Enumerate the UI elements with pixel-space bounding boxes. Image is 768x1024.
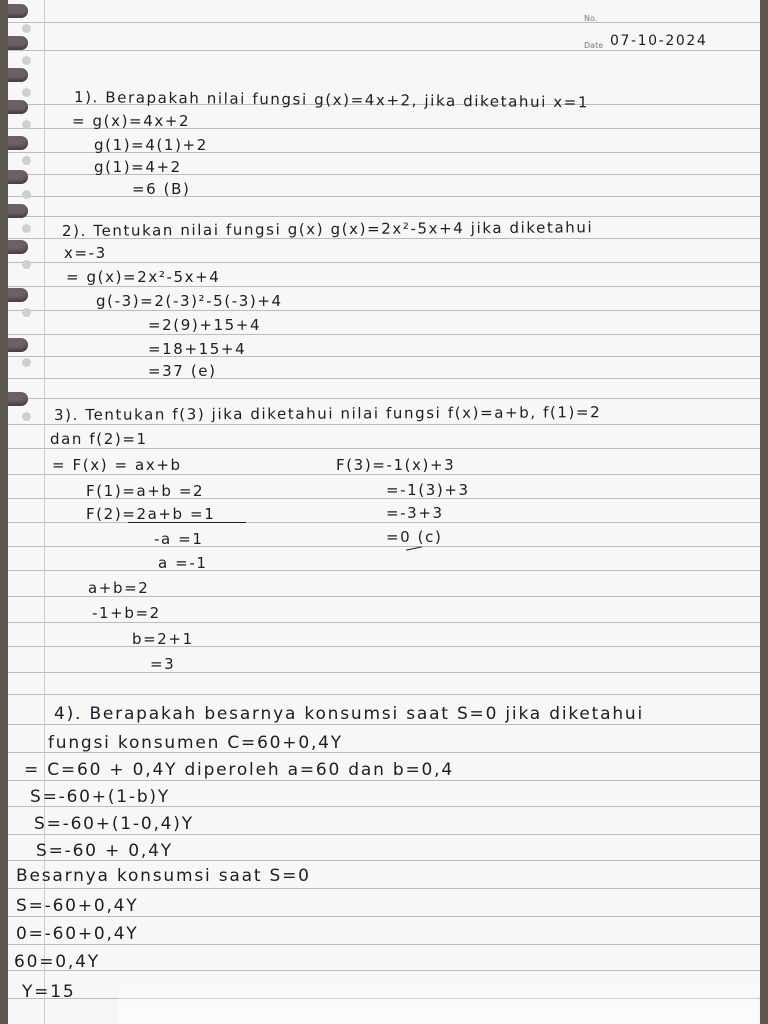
problem-3-step-4: -a =1	[154, 530, 204, 548]
ruled-line	[8, 916, 760, 917]
spiral-ring	[8, 68, 28, 82]
ruled-line	[8, 398, 760, 399]
problem-2-step-3: =2(9)+15+4	[148, 316, 262, 334]
problem-4-question-line-2: fungsi konsumen C=60+0,4Y	[48, 733, 343, 753]
problem-1-step-2: g(1)=4(1)+2	[94, 136, 208, 154]
problem-3-question-line-2: dan f(2)=1	[50, 430, 148, 448]
ruled-line	[8, 724, 760, 725]
problem-1-answer: =6 (B)	[132, 180, 191, 198]
binding-hole	[22, 88, 31, 97]
problem-4-step-5: Besarnya konsumsi saat S=0	[16, 866, 311, 886]
binding-hole	[22, 308, 31, 317]
ruled-line	[8, 378, 760, 379]
problem-3-step-9: =3	[150, 655, 176, 673]
binding-hole	[22, 260, 31, 269]
problem-2-question: 2). Tentukan nilai fungsi g(x) g(x)=2x²-5x+4 jika diketahui	[61, 218, 594, 240]
problem-3-right-step-3: =-3+3	[386, 504, 444, 522]
ruled-line	[8, 196, 760, 197]
ruled-line	[8, 424, 760, 425]
spiral-ring	[8, 392, 28, 406]
binding-hole	[22, 24, 31, 33]
ruled-line	[8, 448, 760, 449]
ruled-line	[8, 22, 760, 23]
binding-hole	[22, 156, 31, 165]
ruled-line	[8, 622, 760, 623]
ruled-line	[8, 216, 760, 217]
problem-3-step-7: -1+b=2	[92, 604, 161, 622]
ruled-line	[8, 944, 760, 945]
problem-3-step-1: = F(x) = ax+b	[52, 456, 182, 474]
ruled-line	[8, 780, 760, 781]
problem-4-step-7: 0=-60+0,4Y	[16, 924, 139, 944]
ruled-line	[8, 474, 760, 475]
binding-hole	[22, 120, 31, 129]
problem-3-right-step-1: F(3)=-1(x)+3	[336, 456, 456, 474]
problem-4-step-4: S=-60 + 0,4Y	[36, 841, 173, 861]
problem-2-question-line-2: x=-3	[64, 244, 107, 262]
binding-hole	[22, 412, 31, 421]
ruled-line	[8, 570, 760, 571]
spiral-ring	[8, 4, 28, 18]
notebook-page	[8, 0, 760, 1024]
problem-1-step-1: = g(x)=4x+2	[72, 112, 191, 130]
problem-3-step-8: b=2+1	[132, 630, 194, 648]
problem-4-step-3: S=-60+(1-0,4)Y	[34, 814, 194, 834]
ruled-line	[8, 310, 760, 311]
spiral-ring	[8, 288, 28, 302]
date-value: 07-10-2024	[610, 33, 708, 49]
problem-1-question: 1). Berapakah nilai fungsi g(x)=4x+2, jika diketahui x=1	[73, 88, 590, 112]
problem-3-step-5: a =-1	[158, 554, 208, 572]
ruled-line	[8, 286, 760, 287]
problem-4-answer: Y=15	[22, 982, 76, 1002]
ruled-line	[8, 334, 760, 335]
problem-4-step-6: S=-60+0,4Y	[16, 896, 139, 916]
problem-2-step-2: g(-3)=2(-3)²-5(-3)+4	[96, 292, 283, 310]
binding-hole	[22, 190, 31, 199]
ruled-line	[8, 672, 760, 673]
problem-4-step-2: S=-60+(1-b)Y	[30, 787, 171, 807]
problem-3-question: 3). Tentukan f(3) jika diketahui nilai fungsi f(x)=a+b, f(1)=2	[53, 403, 602, 424]
problem-3-step-2: F(1)=a+b =2	[86, 482, 205, 500]
problem-1-step-3: g(1)=4+2	[94, 158, 182, 176]
binding-hole	[22, 56, 31, 65]
problem-4-question: 4). Berapakah besarnya konsumsi saat S=0 jika diketahui	[54, 704, 644, 724]
spiral-ring	[8, 170, 28, 184]
binding-hole	[22, 224, 31, 233]
ruled-line	[8, 694, 760, 695]
date-label: Date	[584, 41, 604, 50]
problem-2-answer: =37 (e)	[148, 362, 217, 380]
problem-3-answer: =0 (c)	[386, 528, 443, 546]
subtraction-line	[128, 522, 246, 523]
spiral-ring	[8, 100, 28, 114]
ruled-line	[8, 646, 760, 647]
problem-3-step-3: F(2)=2a+b =1	[86, 505, 216, 523]
problem-4-step-8: 60=0,4Y	[14, 952, 100, 972]
ruled-line	[8, 888, 760, 889]
problem-2-step-1: = g(x)=2x²-5x+4	[66, 268, 221, 286]
problem-3-right-step-2: =-1(3)+3	[386, 481, 470, 499]
problem-2-step-4: =18+15+4	[148, 340, 247, 358]
problem-3-step-6: a+b=2	[88, 579, 150, 597]
light-glare	[118, 960, 758, 1024]
ruled-line	[8, 356, 760, 357]
no-label: No.	[584, 14, 598, 23]
binding-hole	[22, 358, 31, 367]
spiral-ring	[8, 36, 28, 50]
spiral-ring	[8, 136, 28, 150]
ruled-line	[8, 50, 760, 51]
ruled-line	[8, 834, 760, 835]
spiral-ring	[8, 240, 28, 254]
spiral-ring	[8, 204, 28, 218]
problem-4-step-1: = C=60 + 0,4Y diperoleh a=60 dan b=0,4	[24, 760, 454, 780]
ruled-line	[8, 546, 760, 547]
spiral-ring	[8, 338, 28, 352]
ruled-line	[8, 262, 760, 263]
